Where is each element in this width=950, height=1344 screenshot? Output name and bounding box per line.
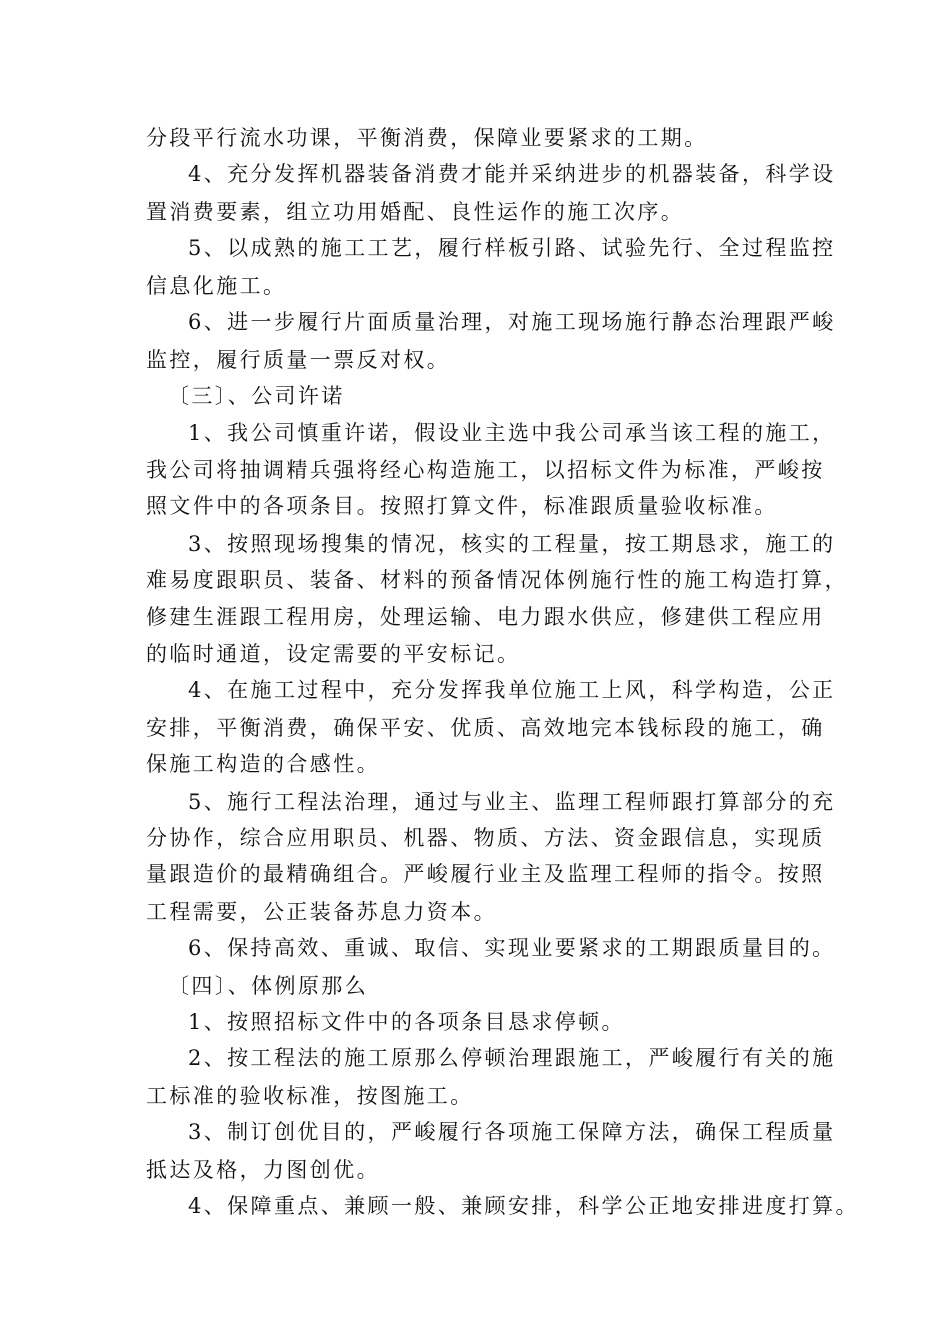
text-line: 照文件中的各项条目。按照打算文件，标准跟质量验收标准。: [146, 494, 778, 518]
text-line: 信息化施工。: [146, 274, 287, 298]
text-line: 难易度跟职员、装备、材料的预备情况体例施行性的施工构造打算，: [146, 568, 848, 592]
text-line: 6、保持高效、重诚、取信、实现业要紧求的工期跟质量目的。: [188, 936, 836, 960]
text-line: 4、充分发挥机器装备消费才能并采纳进步的机器装备，科学设: [188, 162, 836, 186]
text-line: 1、我公司慎重许诺，假设业主选中我公司承当该工程的施工，: [188, 421, 836, 445]
section-heading: 〔四〕、体例原那么: [168, 974, 369, 998]
text-line: 修建生涯跟工程用房，处理运输、电力跟水供应，修建供工程应用: [146, 605, 825, 629]
text-line: 4、保障重点、兼顾一般、兼顾安排，科学公正地安排进度打算。: [188, 1194, 859, 1218]
text-line: 工程需要，公正装备苏息力资本。: [146, 900, 497, 924]
text-line: 保施工构造的合感性。: [146, 752, 380, 776]
text-line: 我公司将抽调精兵强将经心构造施工，以招标文件为标准，严峻按: [146, 458, 825, 482]
text-line: 的临时通道，设定需要的平安标记。: [146, 642, 521, 666]
text-line: 分段平行流水功课，平衡消费，保障业要紧求的工期。: [146, 126, 708, 150]
text-line: 5、以成熟的施工工艺，履行样板引路、试验先行、全过程监控: [188, 236, 836, 260]
text-line: 4、在施工过程中，充分发挥我单位施工上风，科学构造，公正: [188, 678, 836, 702]
text-line: 安排，平衡消费，确保平安、优质、高效地完本钱标段的施工，确: [146, 716, 825, 740]
text-line: 抵达及格，力图创优。: [146, 1158, 380, 1182]
text-line: 2、按工程法的施工原那么停顿治理跟施工，严峻履行有关的施: [188, 1046, 836, 1070]
text-line: 置消费要素，组立功用婚配、良性运作的施工次序。: [146, 200, 685, 224]
text-line: 3、制订创优目的，严峻履行各项施工保障方法，确保工程质量: [188, 1120, 836, 1144]
text-line: 5、施行工程法治理，通过与业主、监理工程师跟打算部分的充: [188, 790, 836, 814]
section-heading: 〔三〕、公司许诺: [168, 384, 345, 408]
text-line: 监控，履行质量一票反对权。: [146, 348, 451, 372]
text-line: 1、按照招标文件中的各项条目恳求停顿。: [188, 1010, 625, 1034]
text-line: 6、进一步履行片面质量治理，对施工现场施行静态治理跟严峻: [188, 310, 836, 334]
text-line: 工标准的验收标准，按图施工。: [146, 1084, 474, 1108]
text-line: 分协作，综合应用职员、机器、物质、方法、资金跟信息，实现质: [146, 826, 825, 850]
text-line: 量跟造价的最精确组合。严峻履行业主及监理工程师的指令。按照: [146, 862, 825, 886]
text-line: 3、按照现场搜集的情况，核实的工程量，按工期恳求，施工的: [188, 532, 836, 556]
